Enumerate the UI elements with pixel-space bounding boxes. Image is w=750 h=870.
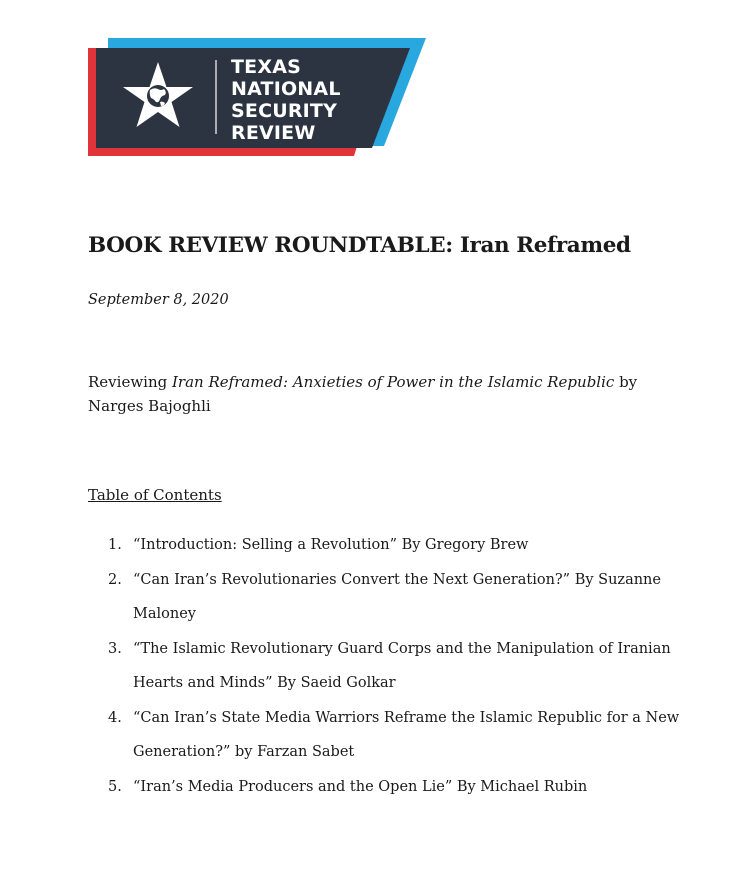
logo-wordmark bbox=[231, 56, 341, 144]
toc-item bbox=[88, 528, 688, 563]
toc-item-number: 3. bbox=[108, 640, 122, 657]
toc-item bbox=[88, 563, 688, 632]
toc-item-text: “Iran’s Media Producers and the Open Lie” By Michael Rubin bbox=[133, 778, 588, 795]
book-title: Iran Reframed: Anxieties of Power in the Islamic Republic bbox=[172, 373, 615, 391]
logo-line: SECURITY bbox=[231, 100, 338, 122]
toc-item-number: 4. bbox=[108, 709, 122, 726]
document-title: BOOK REVIEW ROUNDTABLE: Iran Reframed bbox=[88, 233, 631, 258]
toc-item-number: 5. bbox=[108, 778, 122, 795]
logo-line: NATIONAL bbox=[231, 78, 341, 100]
logo-line: TEXAS bbox=[231, 56, 301, 78]
toc-item bbox=[88, 632, 688, 701]
table-of-contents bbox=[88, 528, 688, 804]
reviewing-line bbox=[88, 370, 648, 418]
toc-item-text: “Introduction: Selling a Revolution” By Gregory Brew bbox=[133, 537, 529, 553]
toc-item-number: 2. bbox=[108, 571, 122, 588]
toc-item-text: “The Islamic Revolutionary Guard Corps and the Manipulation of Iranian Hearts and Minds” By Saeid Golkar bbox=[133, 640, 671, 691]
toc-item-text: “Can Iran’s State Media Warriors Reframe the Islamic Republic for a New Generation?” by Farzan Sabet bbox=[133, 709, 680, 760]
publication-date: September 8, 2020 bbox=[88, 292, 229, 308]
reviewing-author: by Narges Bajoghli bbox=[88, 373, 638, 415]
logo-line: REVIEW bbox=[231, 122, 316, 144]
reviewing-prefix: Reviewing bbox=[88, 373, 172, 391]
toc-item-number: 1. bbox=[108, 537, 122, 553]
tnsr-logo bbox=[88, 38, 428, 158]
toc-item-text: “Can Iran’s Revolutionaries Convert the Next Generation?” By Suzanne Maloney bbox=[133, 571, 661, 622]
toc-item bbox=[88, 701, 688, 770]
toc-heading: Table of Contents bbox=[88, 486, 222, 504]
toc-item bbox=[88, 770, 688, 805]
